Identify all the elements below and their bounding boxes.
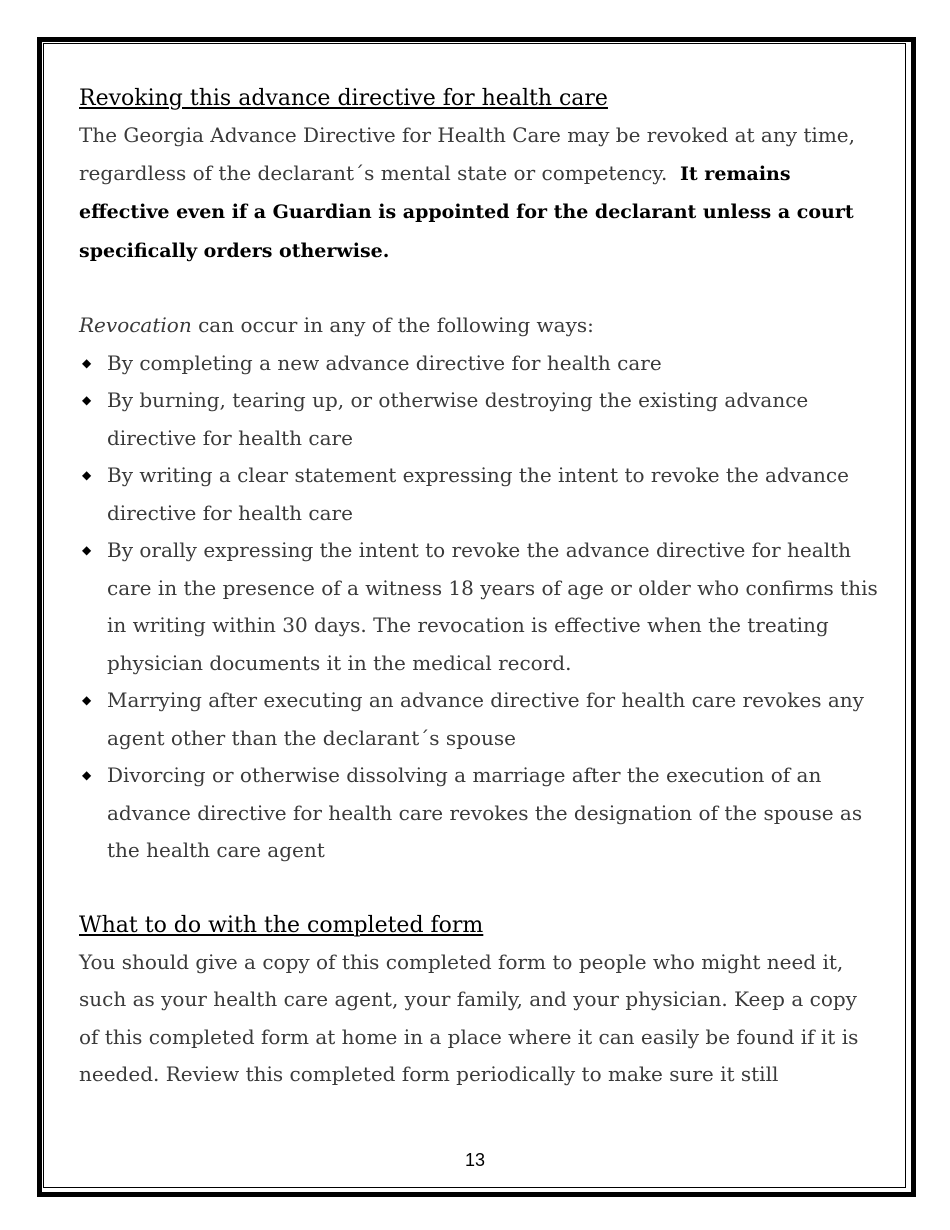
revocation-lead-text: can occur in any of the following ways:	[198, 313, 594, 337]
list-item-text: By burning, tearing up, or otherwise destroying the existing advance directive for health care	[107, 388, 809, 450]
revocation-term: Revocation	[79, 313, 192, 337]
list-item	[79, 757, 879, 870]
list-item-text: Divorcing or otherwise dissolving a marriage after the execution of an advance directive for health care revokes the designation of the spouse as the health care agent	[107, 763, 863, 862]
revocation-list	[79, 345, 879, 870]
revoking-intro	[79, 117, 879, 270]
list-item-text: Marrying after executing an advance directive for health care revokes any agent other than the declarant´s spouse	[107, 688, 864, 750]
completed-form-heading: What to do with the completed form	[79, 912, 484, 938]
diamond-bullet-icon: ◆	[82, 693, 92, 707]
list-item	[79, 457, 879, 532]
diamond-bullet-icon: ◆	[82, 355, 92, 370]
diamond-bullet-icon: ◆	[82, 393, 92, 407]
document-body	[79, 80, 879, 1094]
revoking-heading: Revoking this advance directive for health care	[79, 86, 608, 111]
list-item-text: By completing a new advance directive for health care	[107, 350, 662, 375]
completed-form-body: You should give a copy of this completed form to people who might need it, such as your health care agent, your family, and your physician. Keep a copy of this completed form at home in a place where it can easily be found if it is needed. Review this completed form periodically to make sure it still	[79, 949, 859, 1086]
spacer	[79, 270, 879, 307]
list-item	[79, 532, 879, 682]
list-item	[79, 345, 879, 383]
revoking-intro-text: The Georgia Advance Directive for Health Care may be revoked at any time, regardless of the declarant´s mental state or competency.	[79, 123, 855, 185]
spacer	[79, 870, 879, 907]
list-item	[79, 682, 879, 757]
list-item-text: By orally expressing the intent to revoke the advance directive for health care in the presence of a witness 18 years of age or older who confirms this in writing within 30 days. The revocation is effective when the treating physician documents it in the medical record.	[107, 538, 878, 675]
revoking-intro-bold: It remains effective even if a Guardian is appointed for the declarant unless a court specifically orders otherwise.	[79, 162, 854, 262]
list-item	[79, 382, 879, 457]
list-item-text: By writing a clear statement expressing the intent to revoke the advance directive for health care	[107, 463, 849, 525]
diamond-bullet-icon: ◆	[82, 468, 92, 482]
diamond-bullet-icon: ◆	[82, 768, 92, 782]
diamond-bullet-icon: ◆	[82, 543, 92, 557]
revocation-lead	[79, 307, 879, 345]
page-number: 13	[464, 1150, 486, 1170]
